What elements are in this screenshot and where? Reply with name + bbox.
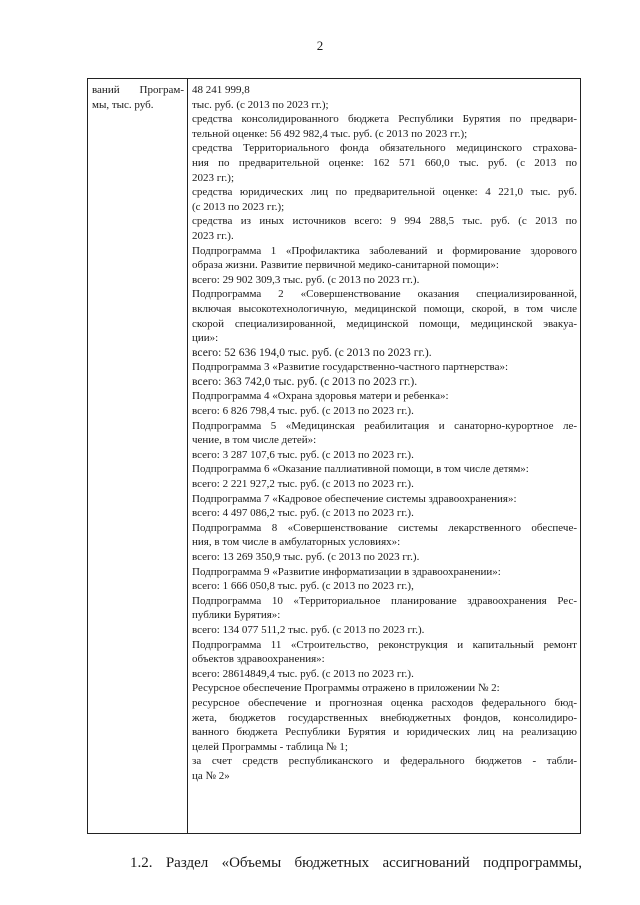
- table-text-line: средства Территориального фонда обязательного медицинского страхова-: [192, 142, 577, 155]
- table-text-line: ца № 2»: [192, 769, 230, 782]
- table-text-line: всего: 28614849,4 тыс. руб. (с 2013 по 2023 гг.).: [192, 667, 414, 680]
- table-text-line: 48 241 999,8: [192, 84, 250, 96]
- section-paragraph: 1.2. Раздел «Объемы бюджетных ассигнований подпрограммы,: [130, 855, 582, 871]
- table-text-line: ния по предварительной оценке: 162 571 660,0 тыс. руб. (с 2013 по: [192, 156, 577, 169]
- table-text-line: средства из иных источников всего: 9 994 288,5 тыс. руб. (с 2013 по: [192, 215, 577, 228]
- table-text-line: средства юридических лиц по предварительной оценке: 4 221,0 тыс. руб.: [192, 186, 577, 199]
- page-number: 2: [316, 38, 324, 53]
- table-right-cell: [192, 83, 577, 784]
- table-text-line: целей Программы - таблица № 1;: [192, 740, 348, 753]
- table-text-line: чение, в том числе детей»:: [192, 434, 317, 447]
- table-text-line: публики Бурятия»:: [192, 609, 281, 622]
- table-text-line: образа жизни. Развитие первичной медико-санитарной помощи»:: [192, 259, 499, 272]
- table-text-line: Подпрограмма 11 «Строительство, реконструкция и капитальный ремонт: [192, 638, 577, 651]
- table-text-line: Подпрограмма 8 «Совершенствование системы лекарственного обеспече-: [192, 521, 577, 534]
- table-text-line: 2023 гг.);: [192, 171, 235, 184]
- table-text-line: Ресурсное обеспечение Программы отражено в приложении № 2:: [192, 682, 500, 695]
- table-text-line: Подпрограмма 5 «Медицинская реабилитация и санаторно-курортное ле-: [192, 419, 577, 432]
- table-text-line: ния, в том числе в амбулаторных условиях»:: [192, 536, 401, 549]
- table-text-line: 2023 гг.).: [192, 229, 234, 242]
- table-text-line: всего: 363 742,0 тыс. руб. (с 2013 по 2023 гг.).: [192, 374, 418, 388]
- table-left-cell: [92, 83, 184, 112]
- table-text-line: средства консолидированного бюджета Республики Бурятия по предвари-: [192, 113, 577, 126]
- table-text-line: всего: 13 269 350,9 тыс. руб. (с 2013 по 2023 гг.).: [192, 551, 420, 563]
- table-text-line: объектов здравоохранения»:: [192, 653, 325, 666]
- table-text-line: скорой специализированной, медицинской помощи, медицинской эвакуа-: [192, 317, 577, 330]
- table-text-line: Подпрограмма 2 «Совершенствование оказания специализированной,: [192, 288, 577, 301]
- table-text-line: всего: 2 221 927,2 тыс. руб. (с 2013 по 2023 гг.).: [192, 478, 414, 491]
- table-text-line: за счет средств республиканского и федерального бюджетов - табли-: [192, 755, 577, 768]
- table-text-line: жета, бюджетов государственных внебюджетных фондов, консолидиро-: [192, 711, 577, 724]
- table-text-line: ции»:: [192, 332, 219, 345]
- table-text-line: всего: 3 287 107,6 тыс. руб. (с 2013 по 2023 гг.).: [192, 448, 414, 461]
- document-table: [87, 78, 581, 834]
- table-text-line: Подпрограмма 10 «Территориальное планирование здравоохранения Рес-: [192, 594, 577, 607]
- table-text-line: всего: 4 497 086,2 тыс. руб. (с 2013 по 2023 гг.).: [192, 507, 414, 520]
- table-text-line: ванного бюджета Республики Бурятия и юридических лиц на реализацию: [192, 726, 577, 739]
- table-text-line: всего: 29 902 309,3 тыс. руб. (с 2013 по 2023 гг.).: [192, 273, 420, 286]
- table-text-line: всего: 6 826 798,4 тыс. руб. (с 2013 по 2023 гг.).: [192, 405, 414, 418]
- table-text-line: (с 2013 по 2023 гг.);: [192, 200, 285, 213]
- table-text-line: тыс. руб. (с 2013 по 2023 гг.);: [192, 98, 329, 111]
- table-text-line: включая высокотехнологичную, медицинской помощи, скорой, в том числе: [192, 302, 577, 315]
- table-text-line: всего: 52 636 194,0 тыс. руб. (с 2013 по 2023 гг.).: [192, 345, 432, 359]
- left-cell-line: мы, тыс. руб.: [92, 98, 154, 111]
- table-text-line: Подпрограмма 9 «Развитие информатизации в здравоохранении»:: [192, 565, 501, 578]
- table-text-line: Подпрограмма 4 «Охрана здоровья матери и ребенка»:: [192, 390, 449, 403]
- column-divider: [187, 79, 188, 833]
- table-text-line: ресурсное обеспечение и прогнозная оценка расходов федерального бюд-: [192, 696, 577, 709]
- table-text-line: Подпрограмма 6 «Оказание паллиативной помощи, в том числе детям»:: [192, 463, 529, 476]
- table-text-line: Подпрограмма 1 «Профилактика заболеваний и формирование здорового: [192, 244, 577, 257]
- left-cell-line: ваний Програм-: [92, 84, 184, 96]
- table-text-line: тельной оценке: 56 492 982,4 тыс. руб. (с 2013 по 2023 гг.);: [192, 127, 468, 140]
- table-text-line: всего: 134 077 511,2 тыс. руб. (с 2013 по 2023 гг.).: [192, 623, 425, 636]
- table-text-line: всего: 1 666 050,8 тыс. руб. (с 2013 по 2023 гг.),: [192, 580, 414, 593]
- table-text-line: Подпрограмма 3 «Развитие государственно-частного партнерства»:: [192, 361, 509, 374]
- table-text-line: Подпрограмма 7 «Кадровое обеспечение системы здравоохранения»:: [192, 492, 517, 505]
